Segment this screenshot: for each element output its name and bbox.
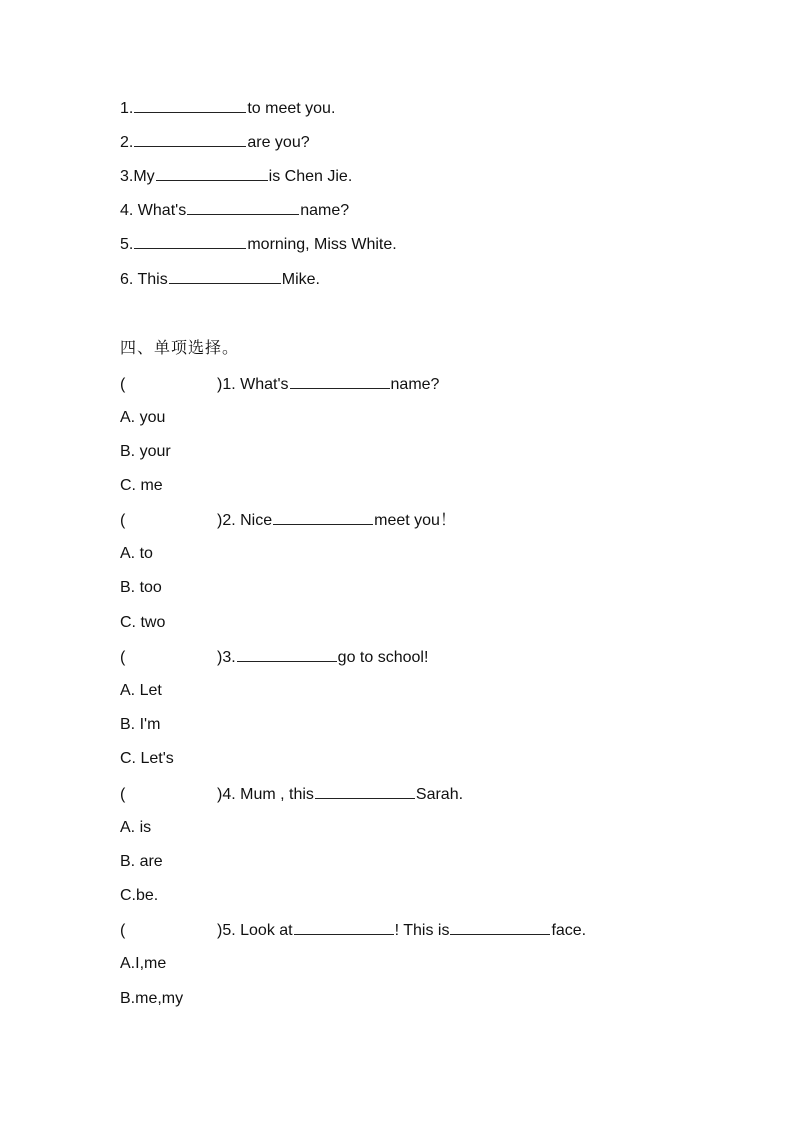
question-suffix: face. [551,922,587,939]
item-text-before: This [133,271,168,288]
fill-in-item-3 [120,164,352,188]
question-suffix: meet you！ [374,512,456,529]
question-suffix: go to school! [337,649,429,666]
fill-in-item-6 [120,267,320,291]
option: B. your [120,443,171,460]
item-text-before: My [133,168,155,185]
item-number: 4. [120,202,134,219]
answer-paren[interactable]: ( [120,922,126,939]
item-text-after: name? [300,202,350,219]
option: C. two [120,614,166,631]
option: C.be. [120,887,159,904]
fill-in-item-4 [120,198,349,222]
question-prefix: )3. [217,649,236,666]
question-4 [120,782,463,806]
option: C. me [120,477,163,494]
option: A. is [120,819,152,836]
item-number: 5. [120,236,134,253]
question-mid: ! This is [394,922,450,939]
item-text-after: are you? [247,134,310,151]
answer-blank[interactable] [156,164,268,181]
item-number: 6. [120,271,134,288]
answer-blank[interactable] [187,198,299,215]
option: A. to [120,545,153,562]
question-prefix: )2. Nice [217,512,273,529]
item-text-after: morning, Miss White. [247,236,397,253]
question-1 [120,372,439,396]
option: A. Let [120,682,162,699]
question-suffix: name? [390,376,440,393]
question-suffix: Sarah. [415,786,464,803]
answer-blank[interactable] [273,508,373,525]
answer-blank[interactable] [134,232,246,249]
question-prefix: )4. Mum , this [217,786,314,803]
answer-paren[interactable]: ( [120,512,126,529]
answer-paren[interactable]: ( [120,649,126,666]
option: A.I,me [120,955,167,972]
question-prefix: )1. What's [217,376,289,393]
answer-blank[interactable] [134,96,246,113]
option: B. I'm [120,716,161,733]
answer-blank[interactable] [294,918,394,935]
item-text-after: to meet you. [247,100,336,117]
answer-blank[interactable] [290,372,390,389]
answer-blank[interactable] [450,918,550,935]
item-number: 1. [120,100,134,117]
question-2 [120,508,456,532]
answer-blank[interactable] [134,130,246,147]
fill-in-item-1 [120,96,335,120]
fill-in-item-5 [120,232,397,256]
item-text-after: Mike. [281,271,320,288]
option: B. are [120,853,163,870]
option: B.me,my [120,990,184,1007]
item-number: 3. [120,168,134,185]
option: B. too [120,579,162,596]
answer-blank[interactable] [315,782,415,799]
item-text-before: What's [133,202,187,219]
option: C. Let's [120,750,174,767]
answer-blank[interactable] [169,267,281,284]
answer-paren[interactable]: ( [120,786,126,803]
question-3 [120,645,428,669]
answer-blank[interactable] [237,645,337,662]
question-5 [120,918,586,942]
option: A. you [120,409,166,426]
answer-paren[interactable]: ( [120,376,126,393]
section-heading: 四、单项选择。 [120,338,240,357]
fill-in-item-2 [120,130,310,154]
item-number: 2. [120,134,134,151]
question-prefix: )5. Look at [217,922,293,939]
item-text-after: is Chen Jie. [268,168,353,185]
